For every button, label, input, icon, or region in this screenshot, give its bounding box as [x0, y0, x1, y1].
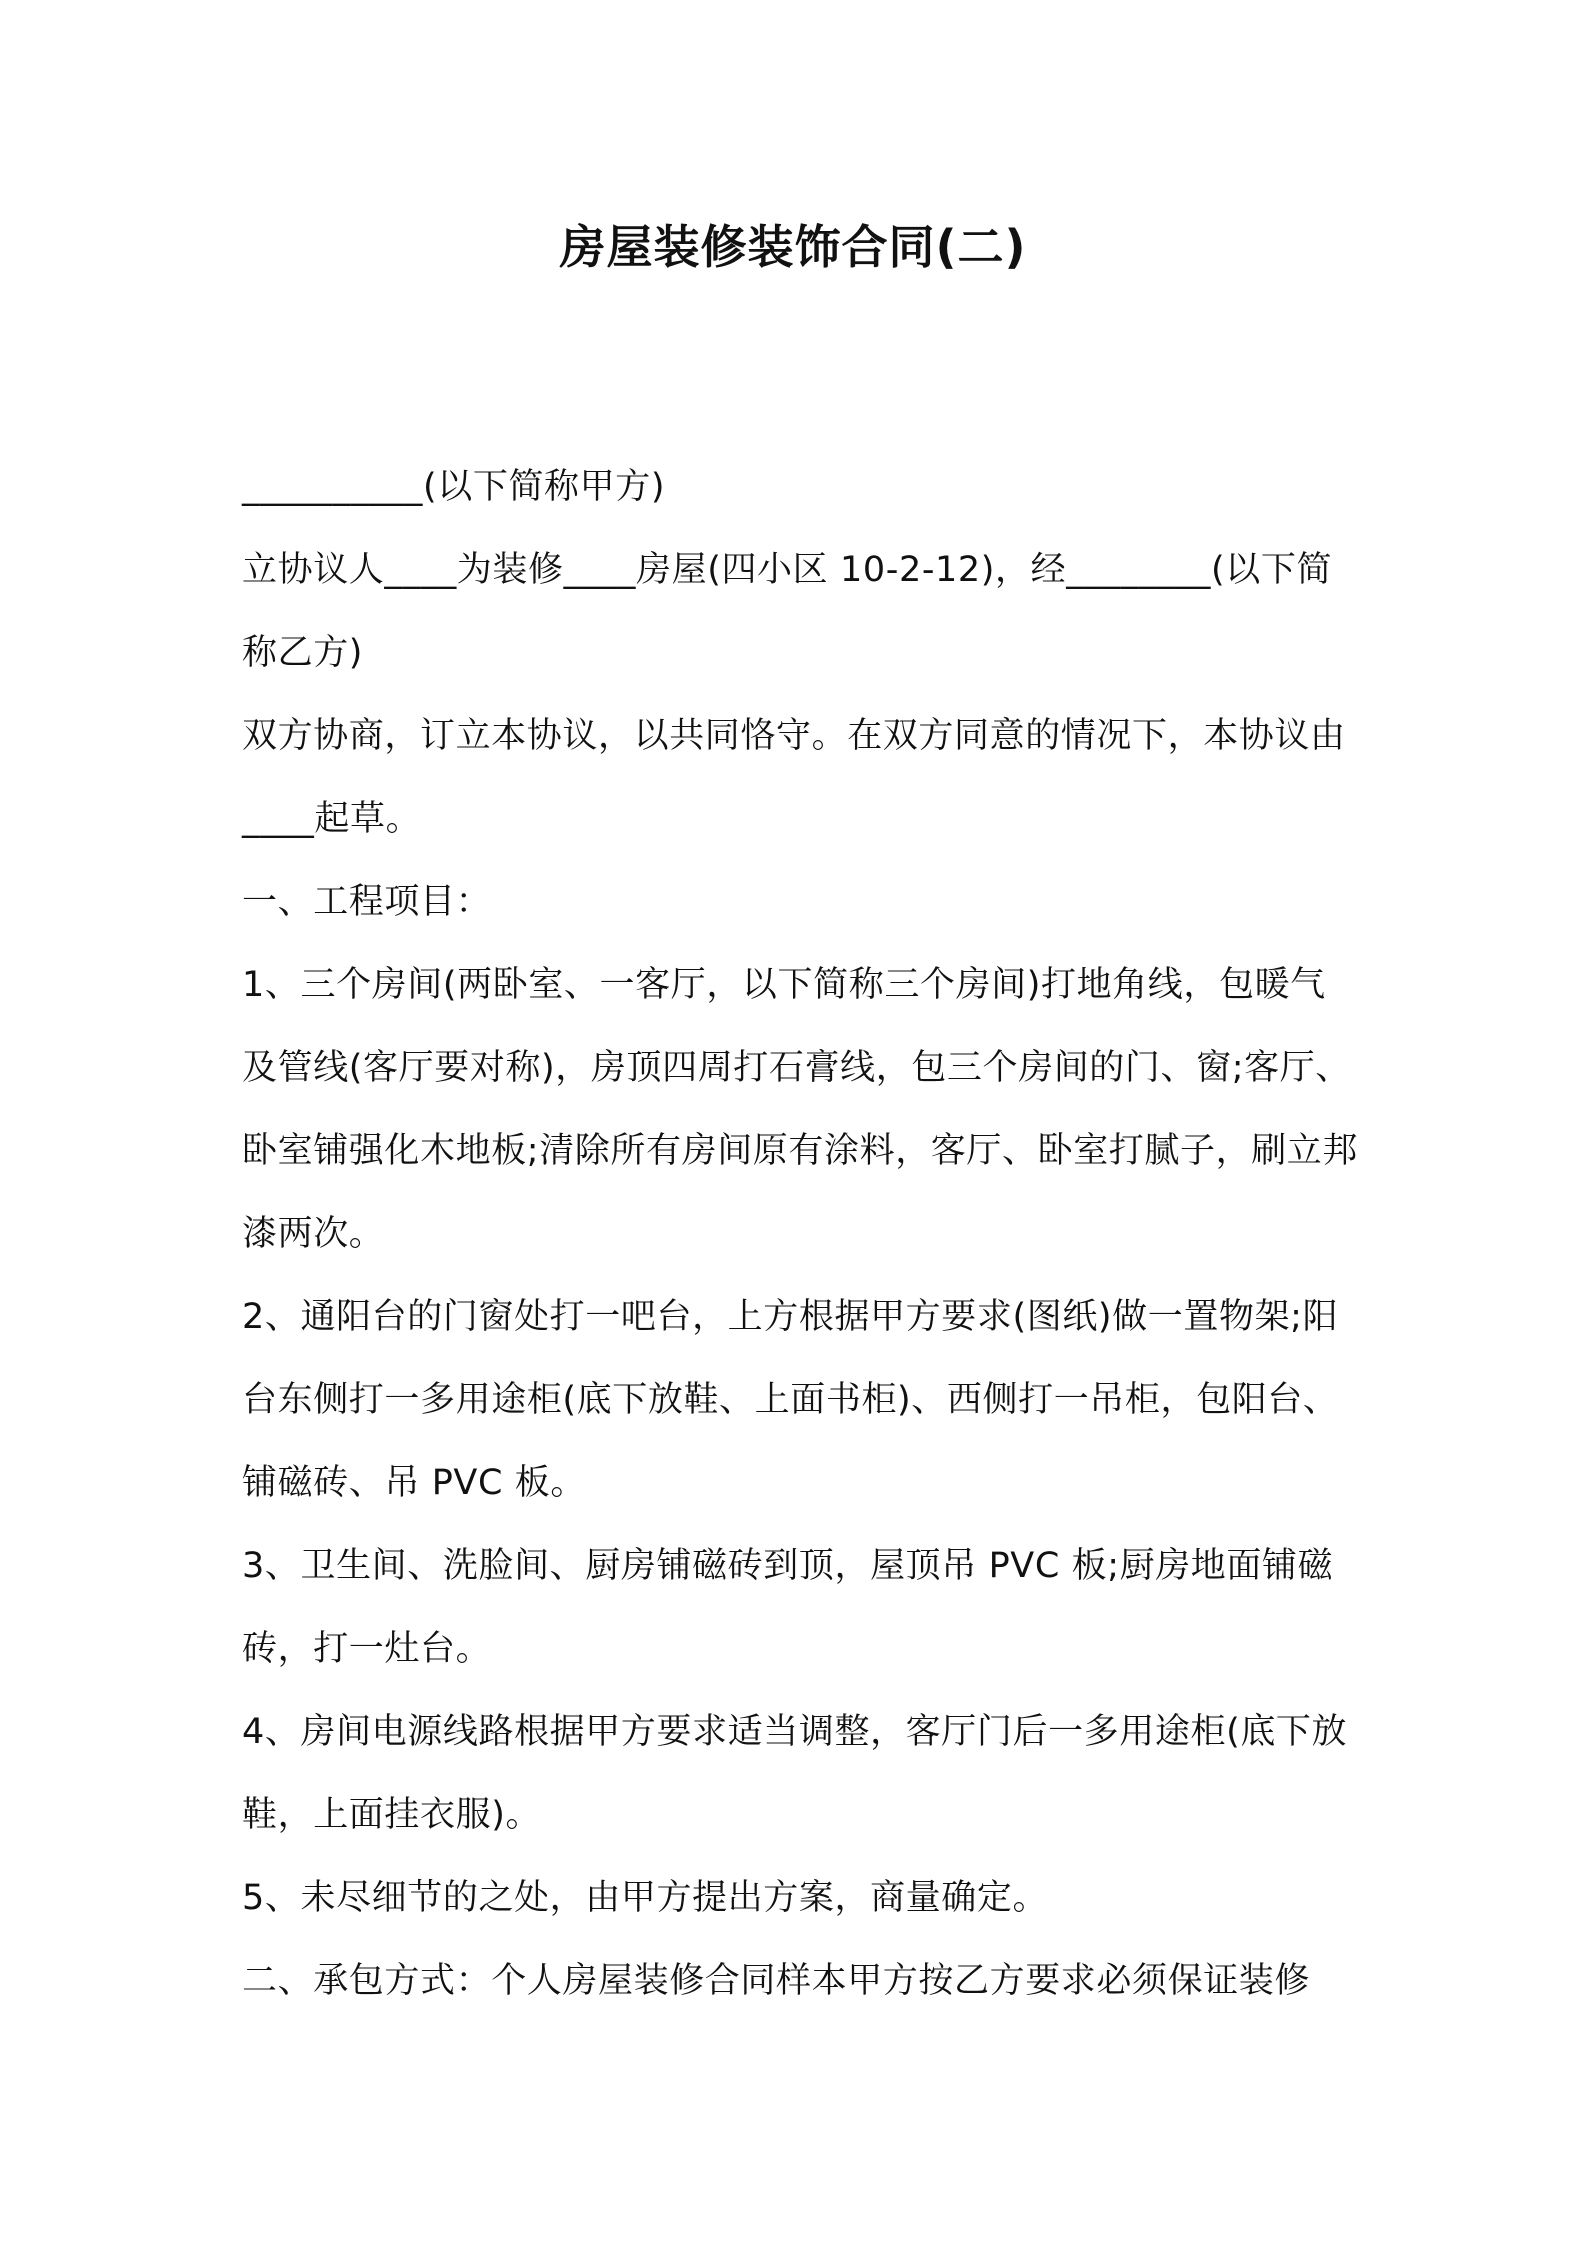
project-item-2: 2、通阳台的门窗处打一吧台，上方根据甲方要求(图纸)做一置物架;阳台东侧打一多用途柜(底下放鞋、上面书柜)、西侧打一吊柜，包阳台、铺磁砖、吊 PVC 板。: [242, 1297, 1339, 1503]
section-heading-project: 一、工程项目：: [242, 882, 492, 922]
party-a-line: __________(以下简称甲方): [242, 467, 666, 507]
document-title: 房屋装修装饰合同(二): [559, 220, 1027, 274]
section-heading-contract-method: 二、承包方式：个人房屋装修合同样本甲方按乙方要求必须保证装修: [242, 1961, 1311, 2001]
project-item-4: 4、房间电源线路根据甲方要求适当调整，客厅门后一多用途柜(底下放鞋，上面挂衣服)。: [242, 1712, 1348, 1835]
project-item-5: 5、未尽细节的之处，由甲方提出方案，商量确定。: [242, 1878, 1049, 1918]
agreement-consent: 双方协商，订立本协议，以共同恪守。在双方同意的情况下，本协议由____起草。: [242, 716, 1346, 839]
project-item-3: 3、卫生间、洗脸间、厨房铺磁砖到顶，屋顶吊 PVC 板;厨房地面铺磁砖，打一灶台。: [242, 1546, 1334, 1669]
agreement-intro: 立协议人____为装修____房屋(四小区 10-2-12)，经________(以下简称乙方): [242, 550, 1333, 673]
project-item-1: 1、三个房间(两卧室、一客厅，以下简称三个房间)打地角线，包暖气及管线(客厅要对称)，房顶四周打石膏线，包三个房间的门、窗;客厅、卧室铺强化木地板;清除所有房间原有涂料，客厅、卧室打腻子，刷立邦漆两次。: [242, 965, 1358, 1254]
document-body: [242, 446, 1360, 2023]
